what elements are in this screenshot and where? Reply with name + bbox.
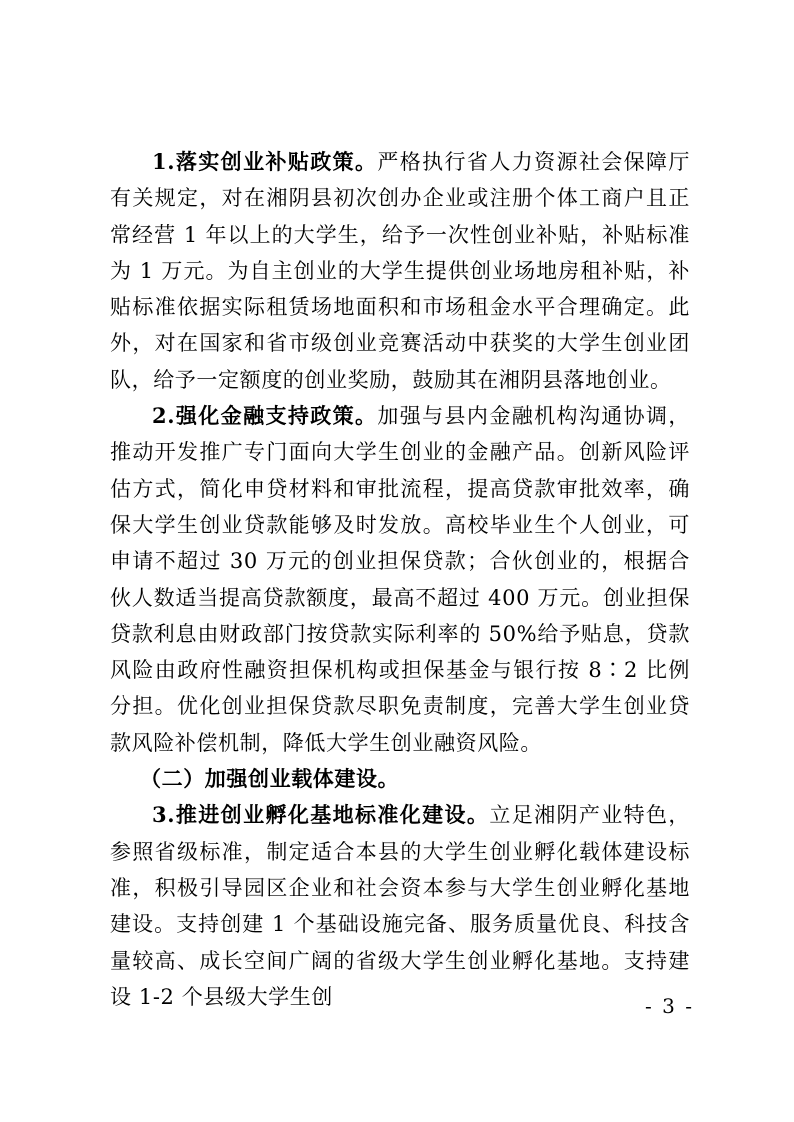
- page-number: - 3 -: [645, 994, 694, 1018]
- paragraph-lead: 2.强化金融支持政策。: [152, 403, 378, 429]
- paragraph-lead: 1.落实创业补贴政策。: [152, 149, 378, 174]
- paragraph-financial-support: [110, 398, 690, 761]
- paragraph-text: 严格执行省人力资源社会保障厅有关规定，对在湘阴县初次创办企业或注册个体工商户且正常经营 1 年以上的大学生，给予一次性创业补贴，补贴标准为 1 万元。为自主创业的大学生提供创业场地房租补贴，补贴标准依据实际租赁场地面积和市场租金水平合理确定。此外，对在国家和省市级创业竞赛活动中获奖的大学生创业团队，给予一定额度的创业奖励，鼓励其在湘阴县落地创业。: [110, 150, 690, 392]
- paragraph-text: 加强与县内金融机构沟通协调，推动开发推广专门面向大学生创业的金融产品。创新风险评估方式，简化申贷材料和审批流程，提高贷款审批效率，确保大学生创业贷款能够及时发放。高校毕业生个人创业，可申请不超过 30 万元的创业担保贷款；合伙创业的，根据合伙人数适当提高贷款额度，最高不超过 400 万元。创业担保贷款利息由财政部门按贷款实际利率的 50%给予贴息，贷款风险由政府性融资担保机构或担保基金与银行按 8∶2 比例分担。优化创业担保贷款尽职免责制度，完善大学生创业贷款风险补偿机制，降低大学生创业融资风险。: [110, 404, 690, 755]
- paragraph-entrepreneurship-subsidy: [110, 144, 690, 398]
- section-subheading: （二）加强创业载体建设。: [140, 766, 400, 792]
- paragraph-text: 立足湘阴产业特色，参照省级标准，制定适合本县的大学生创业孵化载体建设标准，积极引导园区企业和社会资本参与大学生创业孵化基地建设。支持创建 1 个基础设施完备、服务质量优良、科技含量较高、成长空间广阔的省级大学生创业孵化基地。支持建设 1-2 个县级大学生创: [110, 803, 690, 1009]
- paragraph-incubation-base: [110, 797, 690, 1015]
- document-body: [110, 144, 690, 1015]
- paragraph-lead: 3.推进创业孵化基地标准化建设。: [152, 802, 490, 828]
